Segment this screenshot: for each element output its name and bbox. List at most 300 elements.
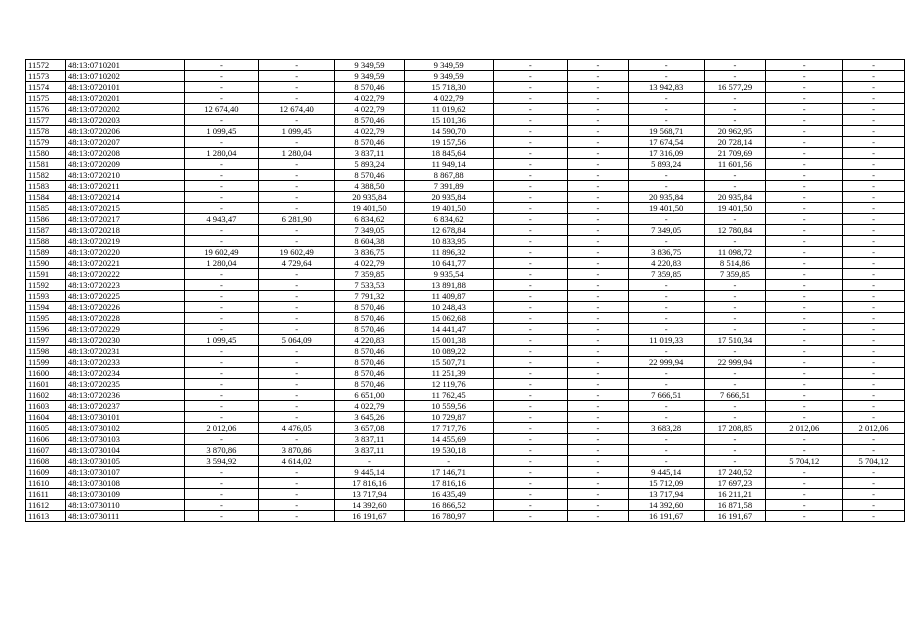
table-row — [26, 434, 905, 445]
table-cell: - — [259, 82, 335, 93]
table-cell: - — [184, 280, 259, 291]
table-cell: 11581 — [26, 159, 66, 170]
table-cell: - — [766, 500, 843, 511]
table-cell: 13 942,83 — [628, 82, 704, 93]
table-cell: - — [493, 247, 568, 258]
table-cell: - — [259, 434, 335, 445]
table-cell: - — [704, 324, 766, 335]
table-cell: - — [843, 390, 905, 401]
table-cell: - — [704, 412, 766, 423]
table-cell: - — [843, 60, 905, 71]
table-cell: 16 435,49 — [404, 489, 493, 500]
table-cell: 11580 — [26, 148, 66, 159]
table-cell: 11604 — [26, 412, 66, 423]
table-cell: 9 349,59 — [335, 60, 405, 71]
table-cell: 48:13:0710201 — [65, 60, 184, 71]
table-body — [26, 60, 905, 522]
table-cell: - — [766, 258, 843, 269]
table-row — [26, 60, 905, 71]
table-cell: - — [766, 401, 843, 412]
table-cell: - — [766, 445, 843, 456]
table-cell: - — [259, 115, 335, 126]
table-cell: - — [568, 379, 629, 390]
table-cell: 5 893,24 — [335, 159, 405, 170]
table-cell: - — [184, 478, 259, 489]
table-cell: 9 445,14 — [628, 467, 704, 478]
table-row — [26, 181, 905, 192]
table-cell: - — [766, 82, 843, 93]
table-cell: 48:13:0720226 — [65, 302, 184, 313]
table-cell: 16 577,29 — [704, 82, 766, 93]
table-cell: 16 866,52 — [404, 500, 493, 511]
table-cell: - — [493, 500, 568, 511]
table-cell: - — [843, 379, 905, 390]
table-cell: 14 392,60 — [628, 500, 704, 511]
table-cell: 48:13:0720230 — [65, 335, 184, 346]
table-row — [26, 335, 905, 346]
table-cell: - — [628, 379, 704, 390]
table-cell: - — [184, 82, 259, 93]
table-cell: - — [704, 291, 766, 302]
table-cell: 4 220,83 — [628, 258, 704, 269]
table-cell: - — [493, 434, 568, 445]
table-cell: - — [704, 280, 766, 291]
table-cell: - — [493, 357, 568, 368]
table-cell: 48:13:0720229 — [65, 324, 184, 335]
table-cell: 1 099,45 — [184, 335, 259, 346]
table-cell: - — [259, 500, 335, 511]
table-cell: 4 729,64 — [259, 258, 335, 269]
table-cell: - — [568, 368, 629, 379]
table-cell: - — [493, 214, 568, 225]
table-cell: - — [184, 170, 259, 181]
table-cell: - — [259, 412, 335, 423]
table-cell: - — [704, 379, 766, 390]
table-cell: 17 816,16 — [335, 478, 405, 489]
table-cell: 10 248,43 — [404, 302, 493, 313]
table-cell: - — [259, 203, 335, 214]
table-cell: - — [493, 192, 568, 203]
table-cell: - — [704, 445, 766, 456]
table-cell: 7 359,85 — [335, 269, 405, 280]
table-cell: - — [568, 401, 629, 412]
table-cell: 13 717,94 — [335, 489, 405, 500]
table-cell: 48:13:0730102 — [65, 423, 184, 434]
table-cell: - — [766, 379, 843, 390]
table-cell: 8 570,46 — [335, 115, 405, 126]
table-cell: - — [843, 478, 905, 489]
table-cell: - — [843, 357, 905, 368]
table-cell: - — [259, 302, 335, 313]
table-cell: - — [493, 126, 568, 137]
table-cell: 48:13:0720208 — [65, 148, 184, 159]
table-cell: 3 837,11 — [335, 434, 405, 445]
table-cell: - — [704, 93, 766, 104]
table-cell: 48:13:0720215 — [65, 203, 184, 214]
table-cell: - — [766, 434, 843, 445]
table-cell: - — [184, 93, 259, 104]
table-cell: 17 146,71 — [404, 467, 493, 478]
table-row — [26, 214, 905, 225]
table-cell: - — [766, 390, 843, 401]
table-cell: - — [184, 225, 259, 236]
table-cell: 21 709,69 — [704, 148, 766, 159]
table-cell: - — [259, 390, 335, 401]
table-cell: - — [766, 71, 843, 82]
table-cell: - — [568, 93, 629, 104]
table-cell: 16 191,67 — [628, 511, 704, 522]
table-cell: - — [184, 71, 259, 82]
table-cell: 4 022,79 — [335, 401, 405, 412]
table-cell: - — [766, 511, 843, 522]
table-cell: - — [493, 137, 568, 148]
table-cell: 48:13:0720223 — [65, 280, 184, 291]
table-cell: 9 349,59 — [335, 71, 405, 82]
table-cell: - — [493, 412, 568, 423]
table-cell: 3 836,75 — [335, 247, 405, 258]
table-cell: - — [568, 170, 629, 181]
table-cell: - — [493, 258, 568, 269]
table-cell: 1 280,04 — [184, 148, 259, 159]
table-cell: 48:13:0720236 — [65, 390, 184, 401]
table-cell: - — [493, 390, 568, 401]
table-cell: 19 530,18 — [404, 445, 493, 456]
table-cell: 3 836,75 — [628, 247, 704, 258]
table-cell: 48:13:0720202 — [65, 104, 184, 115]
table-cell: - — [259, 71, 335, 82]
table-cell: - — [843, 302, 905, 313]
table-cell: - — [704, 302, 766, 313]
table-cell: 11586 — [26, 214, 66, 225]
table-cell: - — [493, 82, 568, 93]
table-cell: 8 570,46 — [335, 137, 405, 148]
table-cell: 48:13:0720101 — [65, 82, 184, 93]
table-cell: 48:13:0720219 — [65, 236, 184, 247]
table-cell: - — [766, 313, 843, 324]
table-cell: - — [493, 93, 568, 104]
table-cell: - — [843, 412, 905, 423]
table-cell: 8 570,46 — [335, 346, 405, 357]
table-cell: - — [843, 324, 905, 335]
table-cell: - — [184, 511, 259, 522]
table-cell: - — [568, 181, 629, 192]
table-cell: - — [568, 335, 629, 346]
table-cell: 48:13:0720234 — [65, 368, 184, 379]
table-cell: 3 657,08 — [335, 423, 405, 434]
table-cell: 12 674,40 — [184, 104, 259, 115]
table-cell: - — [568, 478, 629, 489]
table-cell: 11576 — [26, 104, 66, 115]
table-cell: 16 191,67 — [704, 511, 766, 522]
table-cell: - — [568, 412, 629, 423]
table-cell: - — [843, 445, 905, 456]
table-row — [26, 401, 905, 412]
table-cell: - — [259, 159, 335, 170]
table-row — [26, 445, 905, 456]
table-cell: - — [493, 170, 568, 181]
table-cell: - — [493, 269, 568, 280]
table-cell: 11591 — [26, 269, 66, 280]
table-cell: - — [843, 214, 905, 225]
table-cell: - — [704, 456, 766, 467]
table-row — [26, 170, 905, 181]
table-cell: - — [766, 181, 843, 192]
table-cell: - — [493, 203, 568, 214]
table-cell: 15 712,09 — [628, 478, 704, 489]
table-cell: - — [628, 412, 704, 423]
table-cell: - — [628, 104, 704, 115]
table-cell: 11597 — [26, 335, 66, 346]
table-cell: 16 871,58 — [704, 500, 766, 511]
table-cell: 3 594,92 — [184, 456, 259, 467]
table-cell: 4 022,79 — [335, 258, 405, 269]
table-cell: 14 455,69 — [404, 434, 493, 445]
table-cell: - — [766, 159, 843, 170]
table-cell: - — [843, 368, 905, 379]
table-cell: - — [568, 324, 629, 335]
table-cell: 8 570,46 — [335, 324, 405, 335]
table-cell: 8 570,46 — [335, 379, 405, 390]
table-cell: - — [184, 302, 259, 313]
table-cell: - — [628, 93, 704, 104]
table-cell: - — [766, 170, 843, 181]
table-cell: - — [259, 313, 335, 324]
table-cell: 3 870,86 — [259, 445, 335, 456]
table-cell: - — [493, 324, 568, 335]
table-cell: 17 316,09 — [628, 148, 704, 159]
table-cell: - — [259, 511, 335, 522]
table-row — [26, 467, 905, 478]
table-row — [26, 258, 905, 269]
table-cell: 2 012,06 — [766, 423, 843, 434]
table-cell: 6 834,62 — [335, 214, 405, 225]
table-cell: - — [493, 71, 568, 82]
table-cell: - — [766, 478, 843, 489]
table-row — [26, 423, 905, 434]
table-row — [26, 313, 905, 324]
table-cell: - — [843, 71, 905, 82]
table-cell: 18 845,64 — [404, 148, 493, 159]
table-row — [26, 269, 905, 280]
table-cell: - — [259, 60, 335, 71]
table-cell: - — [843, 489, 905, 500]
table-cell: - — [766, 137, 843, 148]
table-cell: 48:13:0720221 — [65, 258, 184, 269]
table-cell: - — [568, 302, 629, 313]
table-cell: 2 012,06 — [843, 423, 905, 434]
table-cell: 6 834,62 — [404, 214, 493, 225]
table-cell: 7 359,85 — [704, 269, 766, 280]
table-cell: 48:13:0720217 — [65, 214, 184, 225]
table-row — [26, 489, 905, 500]
table-cell: 11573 — [26, 71, 66, 82]
table-cell: - — [259, 324, 335, 335]
table-cell: 4 614,02 — [259, 456, 335, 467]
table-cell: 8 867,88 — [404, 170, 493, 181]
table-row — [26, 357, 905, 368]
table-row — [26, 379, 905, 390]
table-cell: - — [568, 423, 629, 434]
table-cell: 3 870,86 — [184, 445, 259, 456]
table-cell: - — [628, 368, 704, 379]
table-cell: 11608 — [26, 456, 66, 467]
table-cell: 48:13:0720211 — [65, 181, 184, 192]
table-row — [26, 511, 905, 522]
table-cell: 14 441,47 — [404, 324, 493, 335]
table-cell: 14 590,70 — [404, 126, 493, 137]
table-cell: - — [568, 280, 629, 291]
table-cell: 15 062,68 — [404, 313, 493, 324]
table-cell: - — [843, 93, 905, 104]
data-table — [25, 59, 905, 522]
table-cell: 11600 — [26, 368, 66, 379]
table-cell: - — [568, 313, 629, 324]
table-cell: 15 718,30 — [404, 82, 493, 93]
table-cell: - — [493, 489, 568, 500]
table-cell: - — [843, 335, 905, 346]
table-cell: - — [184, 379, 259, 390]
table-cell: 8 514,86 — [704, 258, 766, 269]
table-cell: - — [628, 291, 704, 302]
table-cell: - — [184, 159, 259, 170]
table-cell: - — [184, 313, 259, 324]
table-cell: - — [184, 137, 259, 148]
table-row — [26, 148, 905, 159]
table-cell: - — [766, 148, 843, 159]
table-cell: 4 022,79 — [335, 104, 405, 115]
table-cell: - — [628, 445, 704, 456]
table-cell: 11578 — [26, 126, 66, 137]
table-cell: - — [259, 478, 335, 489]
table-cell: - — [628, 324, 704, 335]
table-row — [26, 225, 905, 236]
table-cell: 11613 — [26, 511, 66, 522]
table-cell: - — [628, 71, 704, 82]
table-cell: 4 022,79 — [335, 93, 405, 104]
table-cell: 19 602,49 — [259, 247, 335, 258]
table-cell: - — [259, 357, 335, 368]
table-cell: - — [704, 214, 766, 225]
table-cell: - — [184, 467, 259, 478]
table-cell: - — [843, 104, 905, 115]
table-cell: - — [843, 225, 905, 236]
table-cell: 11587 — [26, 225, 66, 236]
table-cell: - — [184, 412, 259, 423]
table-cell: 5 704,12 — [843, 456, 905, 467]
table-cell: - — [259, 368, 335, 379]
table-cell: - — [843, 467, 905, 478]
table-cell: - — [259, 170, 335, 181]
table-cell: 11 601,56 — [704, 159, 766, 170]
table-cell: - — [704, 115, 766, 126]
table-cell: - — [568, 115, 629, 126]
table-cell: - — [259, 269, 335, 280]
table-cell: - — [766, 214, 843, 225]
table-cell: - — [259, 192, 335, 203]
table-cell: 1 099,45 — [259, 126, 335, 137]
table-cell: - — [766, 236, 843, 247]
table-cell: 17 208,85 — [704, 423, 766, 434]
table-cell: 11 251,39 — [404, 368, 493, 379]
table-cell: - — [259, 379, 335, 390]
table-cell: 11 762,45 — [404, 390, 493, 401]
table-row — [26, 500, 905, 511]
table-row — [26, 302, 905, 313]
table-cell: - — [568, 269, 629, 280]
table-cell: - — [843, 170, 905, 181]
table-cell: 48:13:0720228 — [65, 313, 184, 324]
table-cell: 7 533,53 — [335, 280, 405, 291]
table-cell: 6 651,00 — [335, 390, 405, 401]
table-cell: - — [493, 115, 568, 126]
table-cell: 11583 — [26, 181, 66, 192]
table-cell: - — [493, 401, 568, 412]
table-cell: - — [843, 181, 905, 192]
table-row — [26, 291, 905, 302]
table-cell: - — [568, 434, 629, 445]
table-cell: 11596 — [26, 324, 66, 335]
table-cell: 19 568,71 — [628, 126, 704, 137]
table-cell: - — [843, 511, 905, 522]
table-cell: 11584 — [26, 192, 66, 203]
table-cell: - — [843, 500, 905, 511]
table-cell: 13 717,94 — [628, 489, 704, 500]
table-cell: - — [568, 71, 629, 82]
table-cell: 48:13:0730104 — [65, 445, 184, 456]
table-cell: 7 666,51 — [628, 390, 704, 401]
table-cell: - — [766, 126, 843, 137]
table-cell: - — [843, 434, 905, 445]
table-cell: - — [766, 346, 843, 357]
table-cell: 1 280,04 — [184, 258, 259, 269]
table-cell: - — [493, 181, 568, 192]
table-cell: 5 893,24 — [628, 159, 704, 170]
table-cell: - — [184, 324, 259, 335]
table-cell: - — [628, 401, 704, 412]
table-cell: 11611 — [26, 489, 66, 500]
table-cell: 11588 — [26, 236, 66, 247]
table-cell: - — [493, 236, 568, 247]
table-cell: - — [184, 500, 259, 511]
table-cell: 11 896,32 — [404, 247, 493, 258]
table-cell: - — [568, 489, 629, 500]
table-cell: - — [843, 313, 905, 324]
table-cell: 20 935,84 — [404, 192, 493, 203]
table-cell: 7 359,85 — [628, 269, 704, 280]
table-cell: 20 962,95 — [704, 126, 766, 137]
table-cell: 48:13:0710202 — [65, 71, 184, 82]
table-cell: 4 476,05 — [259, 423, 335, 434]
table-cell: 48:13:0720222 — [65, 269, 184, 280]
table-cell: 48:13:0720203 — [65, 115, 184, 126]
table-cell: - — [259, 280, 335, 291]
table-cell: 11590 — [26, 258, 66, 269]
table-cell: 17 674,54 — [628, 137, 704, 148]
table-cell: 12 678,84 — [404, 225, 493, 236]
table-cell: - — [568, 346, 629, 357]
table-cell: - — [184, 291, 259, 302]
table-cell: 3 683,28 — [628, 423, 704, 434]
table-cell: - — [493, 159, 568, 170]
table-cell: 4 388,50 — [335, 181, 405, 192]
table-cell: - — [843, 258, 905, 269]
table-cell: 11599 — [26, 357, 66, 368]
table-cell: - — [184, 390, 259, 401]
table-cell: 8 570,46 — [335, 313, 405, 324]
table-cell: - — [568, 225, 629, 236]
table-cell: - — [184, 269, 259, 280]
table-cell: 15 001,38 — [404, 335, 493, 346]
